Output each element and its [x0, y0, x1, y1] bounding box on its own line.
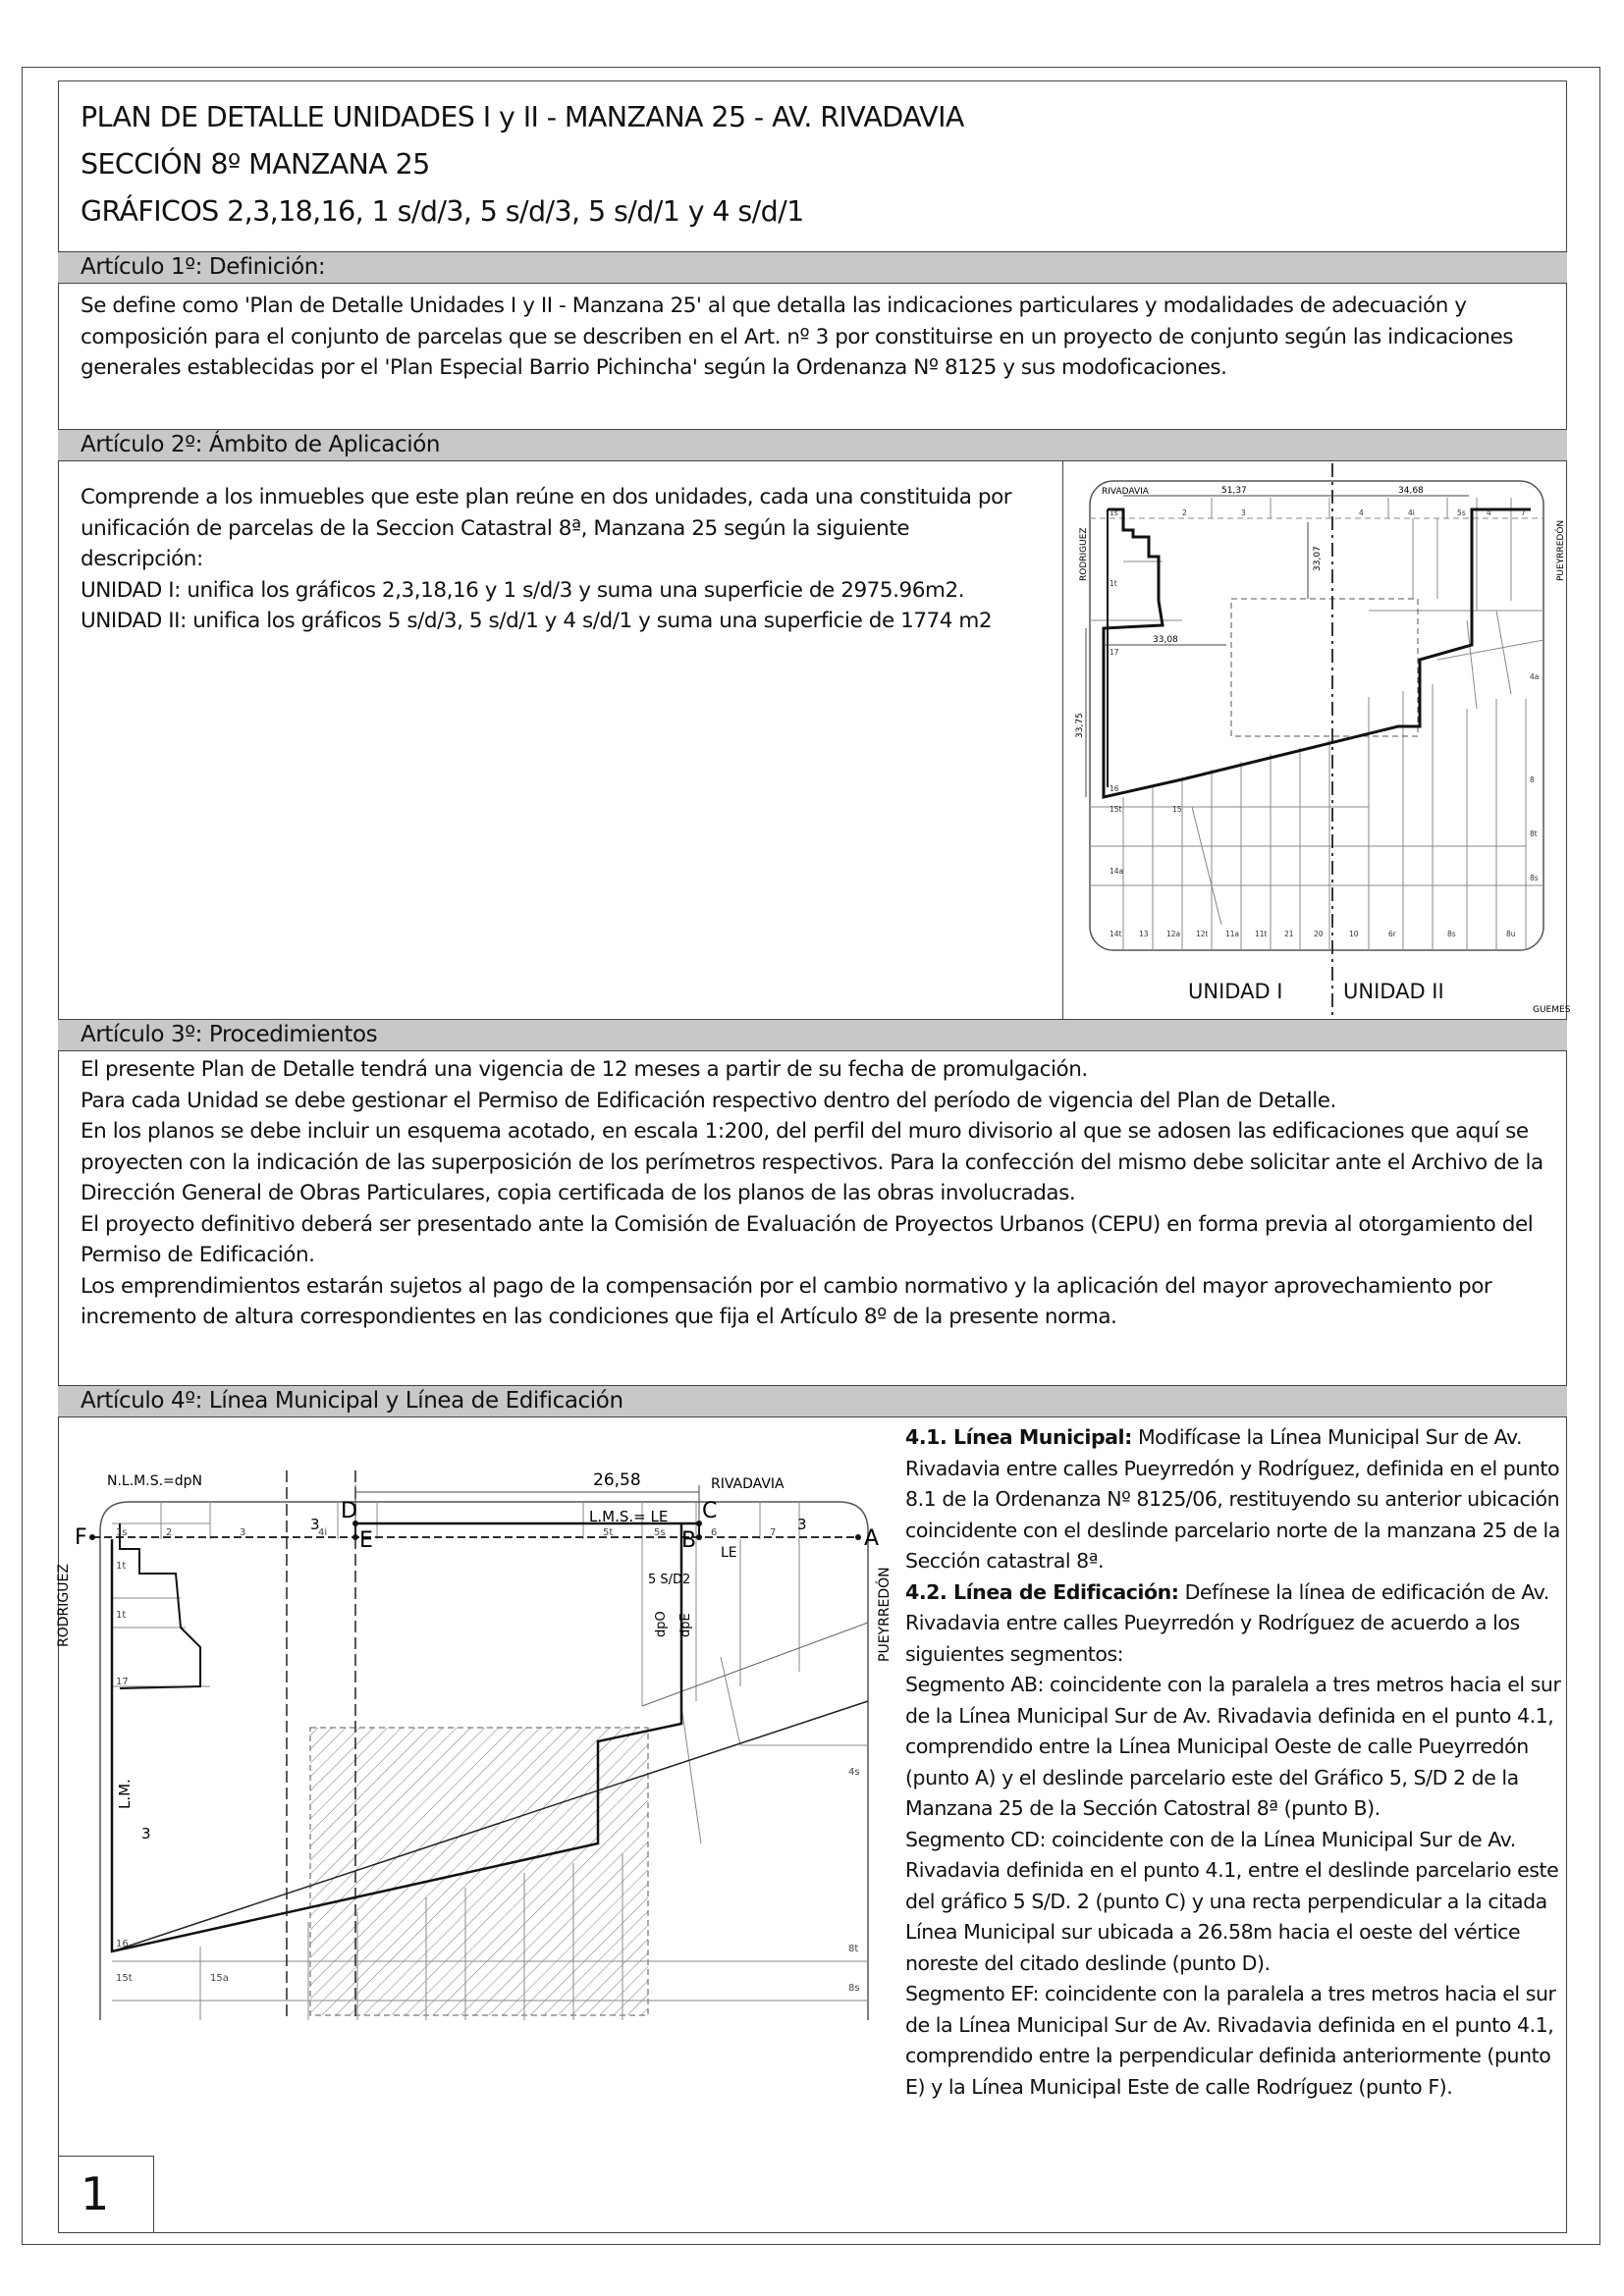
- art4-1-label: 4.1. Línea Municipal:: [905, 1425, 1132, 1449]
- svg-text:16: 16: [116, 1939, 129, 1949]
- dim-33-75: 33,75: [1075, 713, 1085, 738]
- dim-33-07: 33,07: [1313, 546, 1323, 571]
- svg-text:20: 20: [1314, 930, 1324, 938]
- street-left-label: RODRIGUEZ: [56, 1564, 72, 1647]
- svg-text:12t: 12t: [1196, 930, 1209, 938]
- svg-text:7: 7: [1521, 508, 1526, 517]
- svg-text:17: 17: [1110, 648, 1119, 657]
- art4-1-text: Modifícase la Línea Municipal Sur de Av. Rivadavia entre calles Pueyrredón y Rodríguez, definida en el punto 8.1 de la Ordenanza Nº 8125/06, restituyendo su anterior ubicación coincidente con el deslinde parcelario norte de la manzana 25 de la Sección catastral 8ª.: [905, 1425, 1560, 1573]
- street-right-label: PUEYRREDÓN: [1556, 519, 1566, 581]
- art2-text: [81, 482, 1018, 637]
- svg-text:14a: 14a: [1110, 867, 1124, 876]
- art4-paragraph-1: [905, 1422, 1573, 1577]
- art2-paragraph-1: Comprende a los inmuebles que este plan reúne en dos unidades, cada una constituida por unificación de parcelas de la Seccion Catastral 8ª, Manzana 25 según la siguiente descripción:: [81, 485, 1012, 571]
- offset-3-label-left: 3: [141, 1825, 151, 1842]
- art2-paragraph-2: UNIDAD I: unifica los gráficos 2,3,18,16 y 1 s/d/3 y suma una superficie de 2975.96m2.: [81, 577, 965, 603]
- svg-text:2: 2: [1182, 508, 1187, 517]
- point-e: E: [359, 1528, 373, 1553]
- dim-26-58: 26,58: [593, 1470, 641, 1490]
- parcel-labels: [1110, 508, 1539, 938]
- svg-text:5s: 5s: [1457, 508, 1466, 517]
- street-top-label: RIVADAVIA: [711, 1476, 785, 1492]
- page-number: 1: [58, 2156, 154, 2233]
- art3-heading: Artículo 3º: Procedimientos: [58, 1019, 1567, 1051]
- point-d: D: [341, 1499, 357, 1523]
- svg-text:4i: 4i: [318, 1527, 328, 1538]
- svg-text:12a: 12a: [1166, 930, 1181, 938]
- svg-text:15: 15: [1172, 805, 1182, 814]
- art1-paragraph: Se define como 'Plan de Detalle Unidades I y II - Manzana 25' al que detalla las indicaciones particulares y modalidades de adecuación y composición para el conjunto de parcelas que se describen en el Art. nº 3 por constituirse en un proyecto de conjunto según las indicaciones generales establecidas por el 'Plan Especial Barrio Pichincha' según la Ordenanza Nº 8125 y sus modoficaciones.: [81, 294, 1513, 380]
- dim-33-08: 33,08: [1153, 635, 1178, 645]
- svg-text:8s: 8s: [1530, 874, 1539, 882]
- doc-title-line1: PLAN DE DETALLE UNIDADES I y II - MANZANA 25 - AV. RIVADAVIA: [81, 101, 964, 133]
- art2-paragraph-3: UNIDAD II: unifica los gráficos 5 s/d/3, 5 s/d/1 y 4 s/d/1 y suma una superficie de 1774 m2: [81, 609, 993, 633]
- svg-text:6r: 6r: [1388, 930, 1396, 938]
- svg-text:17: 17: [116, 1677, 129, 1687]
- svg-text:1t: 1t: [1110, 579, 1117, 588]
- art4-heading: Artículo 4º: Línea Municipal y Línea de Edificación: [58, 1385, 1567, 1417]
- art2-divider: [1062, 461, 1063, 1020]
- svg-text:8t: 8t: [848, 1944, 859, 1954]
- point-b: B: [681, 1528, 697, 1553]
- svg-text:1s: 1s: [116, 1527, 128, 1538]
- art1-heading: Artículo 1º: Definición:: [58, 251, 1567, 284]
- art4-line-map: [53, 1451, 897, 2020]
- svg-text:4: 4: [1359, 508, 1364, 517]
- svg-text:13: 13: [1139, 930, 1149, 938]
- segment-ef: Segmento EF: coincidente con la paralela a tres metros hacia el sur de la Línea Municipal Sur de Av. Rivadavia definida en el punto 4.1, comprendido entre la perpendicular definida anteriormente (punto E) y la Línea Municipal Este de calle Rodríguez (punto F).: [905, 1982, 1556, 2099]
- svg-text:8u: 8u: [1506, 930, 1516, 938]
- street-right-label: PUEYRREDÓN: [877, 1567, 893, 1662]
- svg-text:8s: 8s: [1447, 930, 1456, 938]
- lms-label: L.M.S.= LE: [589, 1508, 669, 1525]
- svg-text:10: 10: [1349, 930, 1359, 938]
- svg-text:4i: 4i: [1408, 508, 1415, 517]
- svg-text:7: 7: [770, 1527, 777, 1538]
- building-footprint: [1231, 599, 1418, 736]
- art3-paragraph-5: Los emprendimientos estarán sujetos al pago de la compensación por el cambio normativo y la aplicación del mayor aprovechamiento por incremento de altura correspondientes en las condiciones que fija el Artículo 8º de la presente norma.: [81, 1273, 1492, 1329]
- svg-text:11a: 11a: [1225, 930, 1240, 938]
- svg-text:6: 6: [711, 1527, 718, 1538]
- art4-text: [905, 1422, 1573, 2103]
- svg-text:2: 2: [166, 1527, 173, 1538]
- art3-paragraph-2: Para cada Unidad se debe gestionar el Permiso de Edificación respectivo dentro del período de vigencia del Plan de Detalle.: [81, 1088, 1336, 1113]
- dpe-label: dpE: [678, 1613, 693, 1637]
- svg-text:1t: 1t: [116, 1561, 127, 1572]
- svg-text:5s: 5s: [654, 1527, 666, 1538]
- dim-51-37: 51,37: [1221, 486, 1247, 496]
- art2-cadastral-map: [1064, 463, 1571, 1019]
- svg-text:4a: 4a: [1530, 672, 1540, 681]
- dimension-lines: [1086, 496, 1469, 797]
- point-c: C: [702, 1499, 718, 1523]
- street-left-label: RODRIGUEZ: [1079, 527, 1089, 581]
- svg-text:11t: 11t: [1255, 930, 1268, 938]
- segment-ab: Segmento AB: coincidente con la paralela a tres metros hacia el sur de la Línea Municipal Sur de Av. Rivadavia definida en el punto 4.1, comprendido entre la Línea Municipal Oeste de calle Pueyrredón (punto A) y el deslinde parcelario este del Gráfico 5, S/D 2 de la Manzana 25 de la Sección Catostral 8ª (punto B).: [905, 1673, 1561, 1820]
- svg-text:3: 3: [240, 1527, 246, 1538]
- unidad-2-label: UNIDAD II: [1343, 980, 1444, 1003]
- svg-text:15t: 15t: [1110, 805, 1122, 814]
- art4-paragraph-2: [905, 1577, 1573, 1671]
- svg-text:3: 3: [1241, 508, 1246, 517]
- svg-text:14t: 14t: [1110, 930, 1122, 938]
- doc-title-line3: GRÁFICOS 2,3,18,16, 1 s/d/3, 5 s/d/3, 5 s/d/1 y 4 s/d/1: [81, 195, 804, 228]
- svg-text:4: 4: [1487, 508, 1491, 517]
- art3-paragraph-1: El presente Plan de Detalle tendrá una vigencia de 12 meses a partir de su fecha de promulgación.: [81, 1057, 1088, 1082]
- svg-text:8t: 8t: [1530, 829, 1538, 838]
- point-a: A: [864, 1526, 880, 1551]
- art3-text: [81, 1054, 1563, 1333]
- art3-paragraph-4: El proyecto definitivo deberá ser presentado ante la Comisión de Evaluación de Proyectos Urbanos (CEPU) en forma previa al otorgamiento del Permiso de Edificación.: [81, 1211, 1534, 1267]
- svg-text:8s: 8s: [848, 1983, 860, 1994]
- diagonal-parcel-line-2: [642, 1623, 868, 1706]
- svg-text:1t: 1t: [116, 1610, 127, 1621]
- offset-3-label: 3: [310, 1516, 320, 1533]
- doc-title-line2: SECCIÓN 8º MANZANA 25: [81, 148, 430, 181]
- svg-text:15a: 15a: [210, 1973, 229, 1984]
- offset-3-label-right: 3: [797, 1516, 807, 1533]
- segment-cd: Segmento CD: coincidente con de la Línea Municipal Sur de Av. Rivadavia definida en el punto 4.1, entre el deslinde parcelario este del gráfico 5 S/D. 2 (punto C) y una recta perpendicular a la citada Línea Municipal sur ubicada a 26.58m hacia el oeste del vértice noreste del citado deslinde (punto D).: [905, 1827, 1559, 1975]
- lm-label: L.M.: [116, 1779, 134, 1809]
- svg-text:21: 21: [1284, 930, 1294, 938]
- art4-2-text: Defínese la línea de edificación de Av. Rivadavia entre calles Pueyrredón y Rodríguez de acuerdo a los siguientes segmentos:: [905, 1579, 1549, 1666]
- svg-text:8: 8: [1530, 775, 1535, 784]
- unidad-1-label: UNIDAD I: [1188, 980, 1283, 1003]
- svg-text:1s: 1s: [1110, 508, 1118, 517]
- street-bottom-label: GUEMES: [1533, 1005, 1571, 1015]
- art4-2-label: 4.2. Línea de Edificación:: [905, 1579, 1179, 1604]
- dim-34-68: 34,68: [1398, 486, 1424, 496]
- svg-text:5t: 5t: [603, 1527, 614, 1538]
- nlms-label: N.L.M.S.=dpN: [107, 1473, 203, 1489]
- svg-text:15t: 15t: [116, 1973, 133, 1984]
- svg-text:4s: 4s: [848, 1767, 860, 1778]
- art1-text: [81, 291, 1553, 384]
- dpo-label: dpO: [654, 1611, 669, 1637]
- sd2-label: 5 S/D2: [648, 1573, 691, 1587]
- le-label: LE: [721, 1545, 737, 1561]
- street-top-label: RIVADAVIA: [1102, 487, 1149, 497]
- art3-paragraph-3: En los planos se debe incluir un esquema acotado, en escala 1:200, del perfil del muro divisorio al que se adosen las edificaciones que aquí se proyecten con la indicación de las superposición de los perímetros respectivos. Para la confección del mismo debe solicitar ante el Archivo de la Dirección General de Obras Particulares, copia certificada de los planos de las obras involucradas.: [81, 1119, 1543, 1205]
- point-f: F: [75, 1525, 87, 1550]
- art2-heading: Artículo 2º: Ámbito de Aplicación: [58, 429, 1567, 461]
- unit-west-notch: [120, 1523, 200, 1688]
- svg-text:16: 16: [1110, 784, 1119, 793]
